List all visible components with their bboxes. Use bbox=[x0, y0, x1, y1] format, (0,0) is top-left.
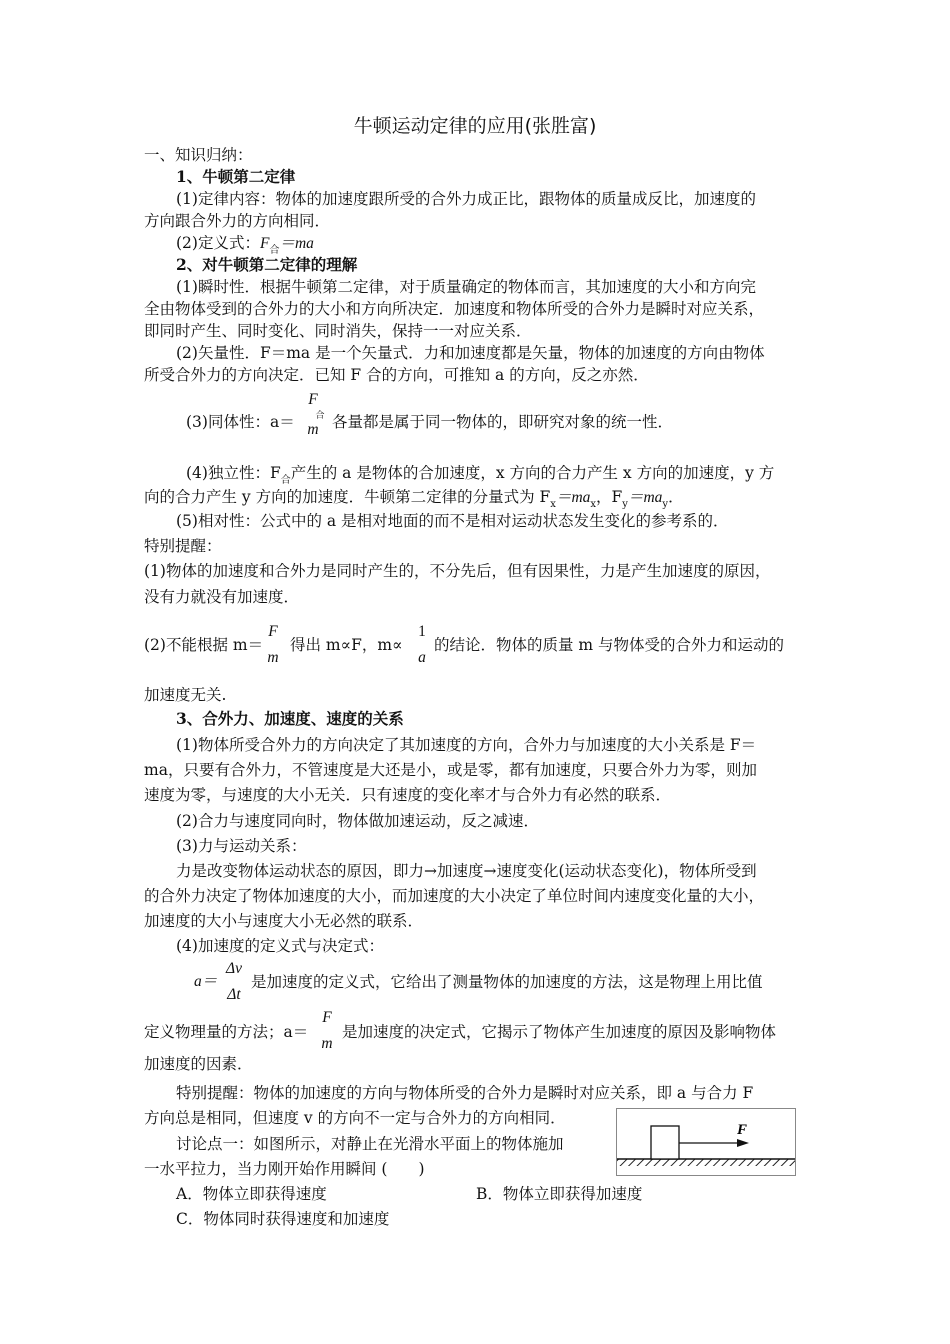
block bbox=[651, 1126, 679, 1159]
ground-hatch bbox=[617, 1159, 795, 1166]
denominator: m bbox=[267, 649, 279, 666]
text: (4)独立性：F bbox=[186, 464, 281, 482]
numerator: F bbox=[308, 391, 318, 408]
subscript: y bbox=[622, 499, 628, 510]
paragraph-line: 所受合外力的方向决定．已知 F 合的方向，可推知 a 的方向，反之亦然． bbox=[144, 366, 649, 384]
paragraph-line: 得出 m∝F，m∝ bbox=[290, 636, 403, 654]
text: ＝ma bbox=[555, 489, 591, 506]
denominator: m bbox=[307, 421, 319, 438]
paragraph-line: 方向跟合外力的方向相同． bbox=[144, 212, 331, 230]
paragraph-line: 全由物体受到的合外力的大小和方向所决定．加速度和物体所受的合外力是瞬时对应关系， bbox=[144, 300, 765, 318]
page-title: 牛顿运动定律的应用(张胜富) bbox=[353, 115, 597, 137]
fraction bbox=[300, 390, 326, 440]
paragraph-line: 的合外力决定了物体加速度的大小，而加速度的大小决定了单位时间内速度变化量的大小， bbox=[144, 887, 765, 905]
question-line: 讨论点一：如图所示，对静止在光滑水平面上的物体施加 bbox=[176, 1135, 564, 1153]
denominator: a bbox=[418, 649, 426, 666]
option-a: A．物体立即获得速度 bbox=[176, 1185, 327, 1203]
question-line: 一水平拉力，当力刚开始作用瞬间 ( ) bbox=[144, 1160, 425, 1178]
paragraph-line: 的结论．物体的质量 m 与物体受的合外力和运动的 bbox=[434, 636, 785, 654]
text: ＝ma bbox=[627, 489, 663, 506]
paragraph-line: 加速度的大小与速度大小无必然的联系． bbox=[144, 912, 424, 930]
note-heading: 特别提醒： bbox=[144, 537, 222, 555]
subscript: 合 bbox=[315, 410, 325, 420]
paragraph-line: (3)同体性：a＝ bbox=[186, 413, 295, 431]
text: 向的合力产生 y 方向的加速度．牛顿第二定律的分量式为 F bbox=[144, 488, 551, 506]
paragraph-line: 没有力就没有加速度． bbox=[144, 588, 300, 606]
numerator: F bbox=[268, 623, 278, 640]
paragraph-line: 即同时产生、同时变化、同时消失，保持一一对应关系． bbox=[144, 322, 532, 340]
paragraph-line: 力是改变物体运动状态的原因，即力→加速度→速度变化(运动状态变化)，物体所受到 bbox=[176, 862, 757, 880]
paragraph-line: (3)力与运动关系： bbox=[176, 837, 307, 855]
numerator: Δv bbox=[226, 960, 242, 977]
fraction bbox=[413, 619, 431, 671]
text: (2)定义式： bbox=[176, 234, 260, 252]
paragraph-line: (4)加速度的定义式与决定式： bbox=[176, 937, 384, 955]
force-label: F bbox=[737, 1122, 748, 1138]
fraction bbox=[220, 956, 248, 1008]
paragraph-line: 特别提醒：物体的加速度的方向与物体所受的合外力是瞬时对应关系，即 a 与合力 F bbox=[176, 1084, 754, 1102]
option-c: C．物体同时获得速度和加速度 bbox=[176, 1210, 390, 1228]
subscript: 合 bbox=[269, 245, 280, 256]
fraction bbox=[316, 1005, 338, 1057]
paragraph-line: ma，只要有合外力，不管速度是大还是小，或是零，都有加速度，只要合外力为零，则加 bbox=[144, 761, 757, 779]
text: 产生的 a 是物体的合加速度，x 方向的合力产生 x 方向的加速度，y 方 bbox=[290, 464, 775, 482]
paragraph-line: (2)合力与速度同向时，物体做加速运动，反之减速． bbox=[176, 812, 539, 830]
paragraph-line: (1)物体所受合外力的方向决定了其加速度的方向，合外力与加速度的大小关系是 F＝ bbox=[176, 736, 757, 754]
force-arrow-head bbox=[737, 1139, 749, 1147]
force-diagram-svg bbox=[617, 1109, 795, 1175]
heading-newton-second-law: 1、牛顿第二定律 bbox=[176, 167, 296, 186]
numerator: F bbox=[322, 1009, 332, 1026]
paragraph-line: (1)瞬时性．根据牛顿第二定律，对于质量确定的物体而言，其加速度的大小和方向完 bbox=[176, 278, 756, 296]
text: ，F bbox=[596, 488, 623, 506]
paragraph-line: (2)矢量性．F＝ma 是一个矢量式．力和加速度都是矢量，物体的加速度的方向由物体 bbox=[176, 344, 765, 362]
symbol: F bbox=[259, 235, 270, 252]
denominator: Δt bbox=[227, 986, 241, 1003]
force-diagram bbox=[616, 1108, 796, 1176]
subscript: x bbox=[590, 499, 597, 510]
paragraph-line: 速度为零，与速度的大小无关．只有速度的变化率才与合外力有必然的联系． bbox=[144, 786, 672, 804]
fraction bbox=[262, 619, 284, 671]
text: ＝ma bbox=[279, 235, 314, 252]
subscript: x bbox=[550, 499, 556, 510]
subscript: 合 bbox=[280, 475, 291, 486]
paragraph-line: (2)不能根据 m＝ bbox=[144, 636, 264, 654]
paragraph-line: (1)物体的加速度和合外力是同时产生的，不分先后，但有因果性，力是产生加速度的原因， bbox=[144, 562, 771, 580]
paragraph-line: 加速度无关. bbox=[144, 686, 227, 704]
paragraph-line: (5)相对性：公式中的 a 是相对地面的而不是相对运动状态发生变化的参考系的． bbox=[176, 512, 729, 530]
section-heading: 一、知识归纳： bbox=[144, 146, 253, 164]
paragraph-line: 加速度的因素． bbox=[144, 1055, 253, 1073]
option-b: B．物体立即获得加速度 bbox=[476, 1185, 643, 1203]
paragraph-line: 各量都是属于同一物体的，即研究对象的统一性． bbox=[332, 413, 674, 431]
heading-understanding: 2、对牛顿第二定律的理解 bbox=[176, 255, 358, 274]
paragraph-line: 是加速度的定义式，它给出了测量物体的加速度的方法，这是物理上用比值 bbox=[251, 973, 763, 991]
numerator: 1 bbox=[418, 623, 426, 640]
heading-relationship: 3、合外力、加速度、速度的关系 bbox=[176, 709, 404, 728]
formula: a＝ bbox=[194, 973, 218, 990]
paragraph-line: 是加速度的决定式，它揭示了物体产生加速度的原因及影响物体 bbox=[342, 1023, 777, 1041]
paragraph-line: (1)定律内容：物体的加速度跟所受的合外力成正比，跟物体的质量成反比，加速度的 bbox=[176, 190, 756, 208]
text: ． bbox=[668, 488, 684, 506]
denominator: m bbox=[321, 1035, 333, 1052]
paragraph-line: 方向总是相同，但速度 v 的方向不一定与合外力的方向相同． bbox=[144, 1109, 566, 1127]
subscript: y bbox=[662, 499, 669, 510]
paragraph-line: 定义物理量的方法；a＝ bbox=[144, 1023, 309, 1041]
